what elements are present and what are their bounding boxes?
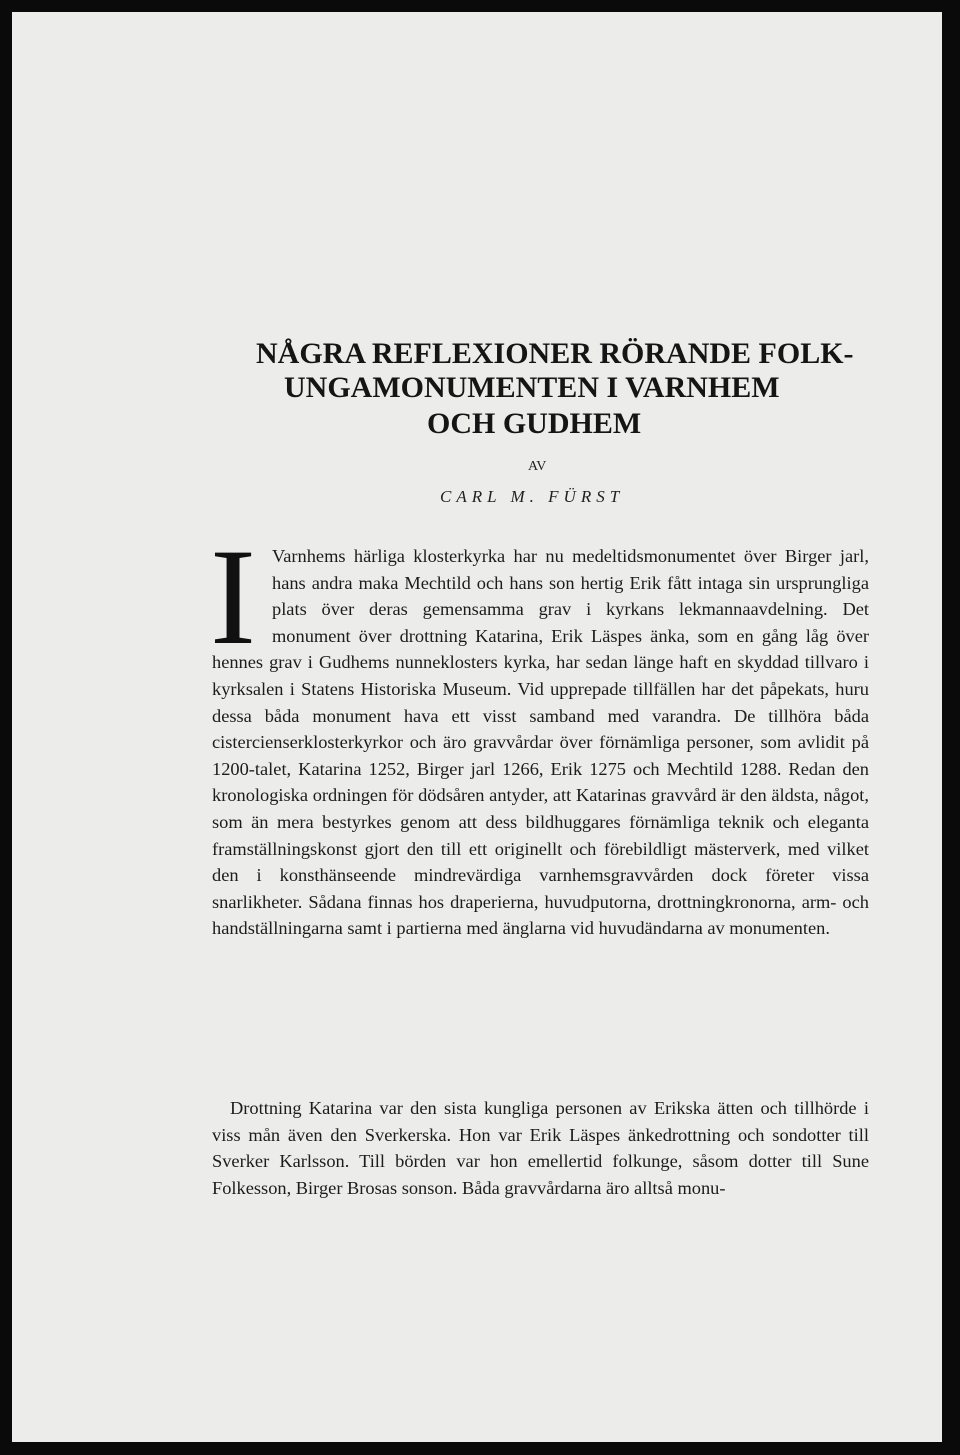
author-name: CARL M. FÜRST xyxy=(440,487,625,506)
drop-cap-space xyxy=(212,543,272,649)
paragraph-1 xyxy=(212,543,869,942)
byline-av: AV xyxy=(528,459,547,474)
paragraph-1-container xyxy=(212,543,869,942)
title-line-3: OCH GUDHEM xyxy=(427,407,642,440)
paragraph-1-text: Varnhems härliga klosterkyrka har nu medeltidsmonumentet över Birger jarl, hans andra maka Mechtild och hans son hertig Erik fått intaga sin ursprungliga plats över deras gemensamma grav i kyrkans lekmannaavdelning. Det monument över drottning Katarina, Erik Läspes änka, som en gång låg över hennes grav i Gudhems nunneklosters kyrka, har sedan länge haft en skyddad tillvaro i kyrksalen i Statens Historiska Museum. Vid upprepade tillfällen har det påpekats, huru dessa båda monument hava ett visst samband med varandra. De tillhöra båda cistercienserklosterkyrkor och äro gravvårdar över förnämliga personer, som avlidit på 1200-talet, Katarina 1252, Birger jarl 1266, Erik 1275 och Mechtild 1288. Redan den kronologiska ordningen för dödsåren antyder, att Katarinas gravvård är den äldsta, något, som än mera bestyrkes genom att dess bildhuggares förnämliga teknik och eleganta framställningskonst gjort den till ett originellt och förebildligt mästerverk, med vilket den i konsthänseende mindrevärdiga varnhemsgravvården dock företer vissa snarlikheter. Sådana finnas hos draperierna, huvudputorna, drottningkronorna, arm- och handställningarna samt i partierna med änglarna vid huvudändarna av monumenten. xyxy=(212,546,869,939)
drop-cap: I xyxy=(210,520,256,673)
title-line-1: NÅGRA REFLEXIONER RÖRANDE FOLK- xyxy=(256,337,854,370)
title-line-2: UNGAMONUMENTEN I VARNHEM xyxy=(284,371,780,404)
document-page xyxy=(12,12,942,1442)
paragraph-2: Drottning Katarina var den sista kungliga personen av Erikska ätten och tillhörde i viss mån även den Sverkerska. Hon var Erik Läspes änkedrottning och sondotter till Sverker Karlsson. Till börden var hon emellertid folkunge, såsom dotter till Sune Folkesson, Birger Brosas sonson. Båda gravvårdarna äro alltså monu- xyxy=(212,1098,869,1198)
